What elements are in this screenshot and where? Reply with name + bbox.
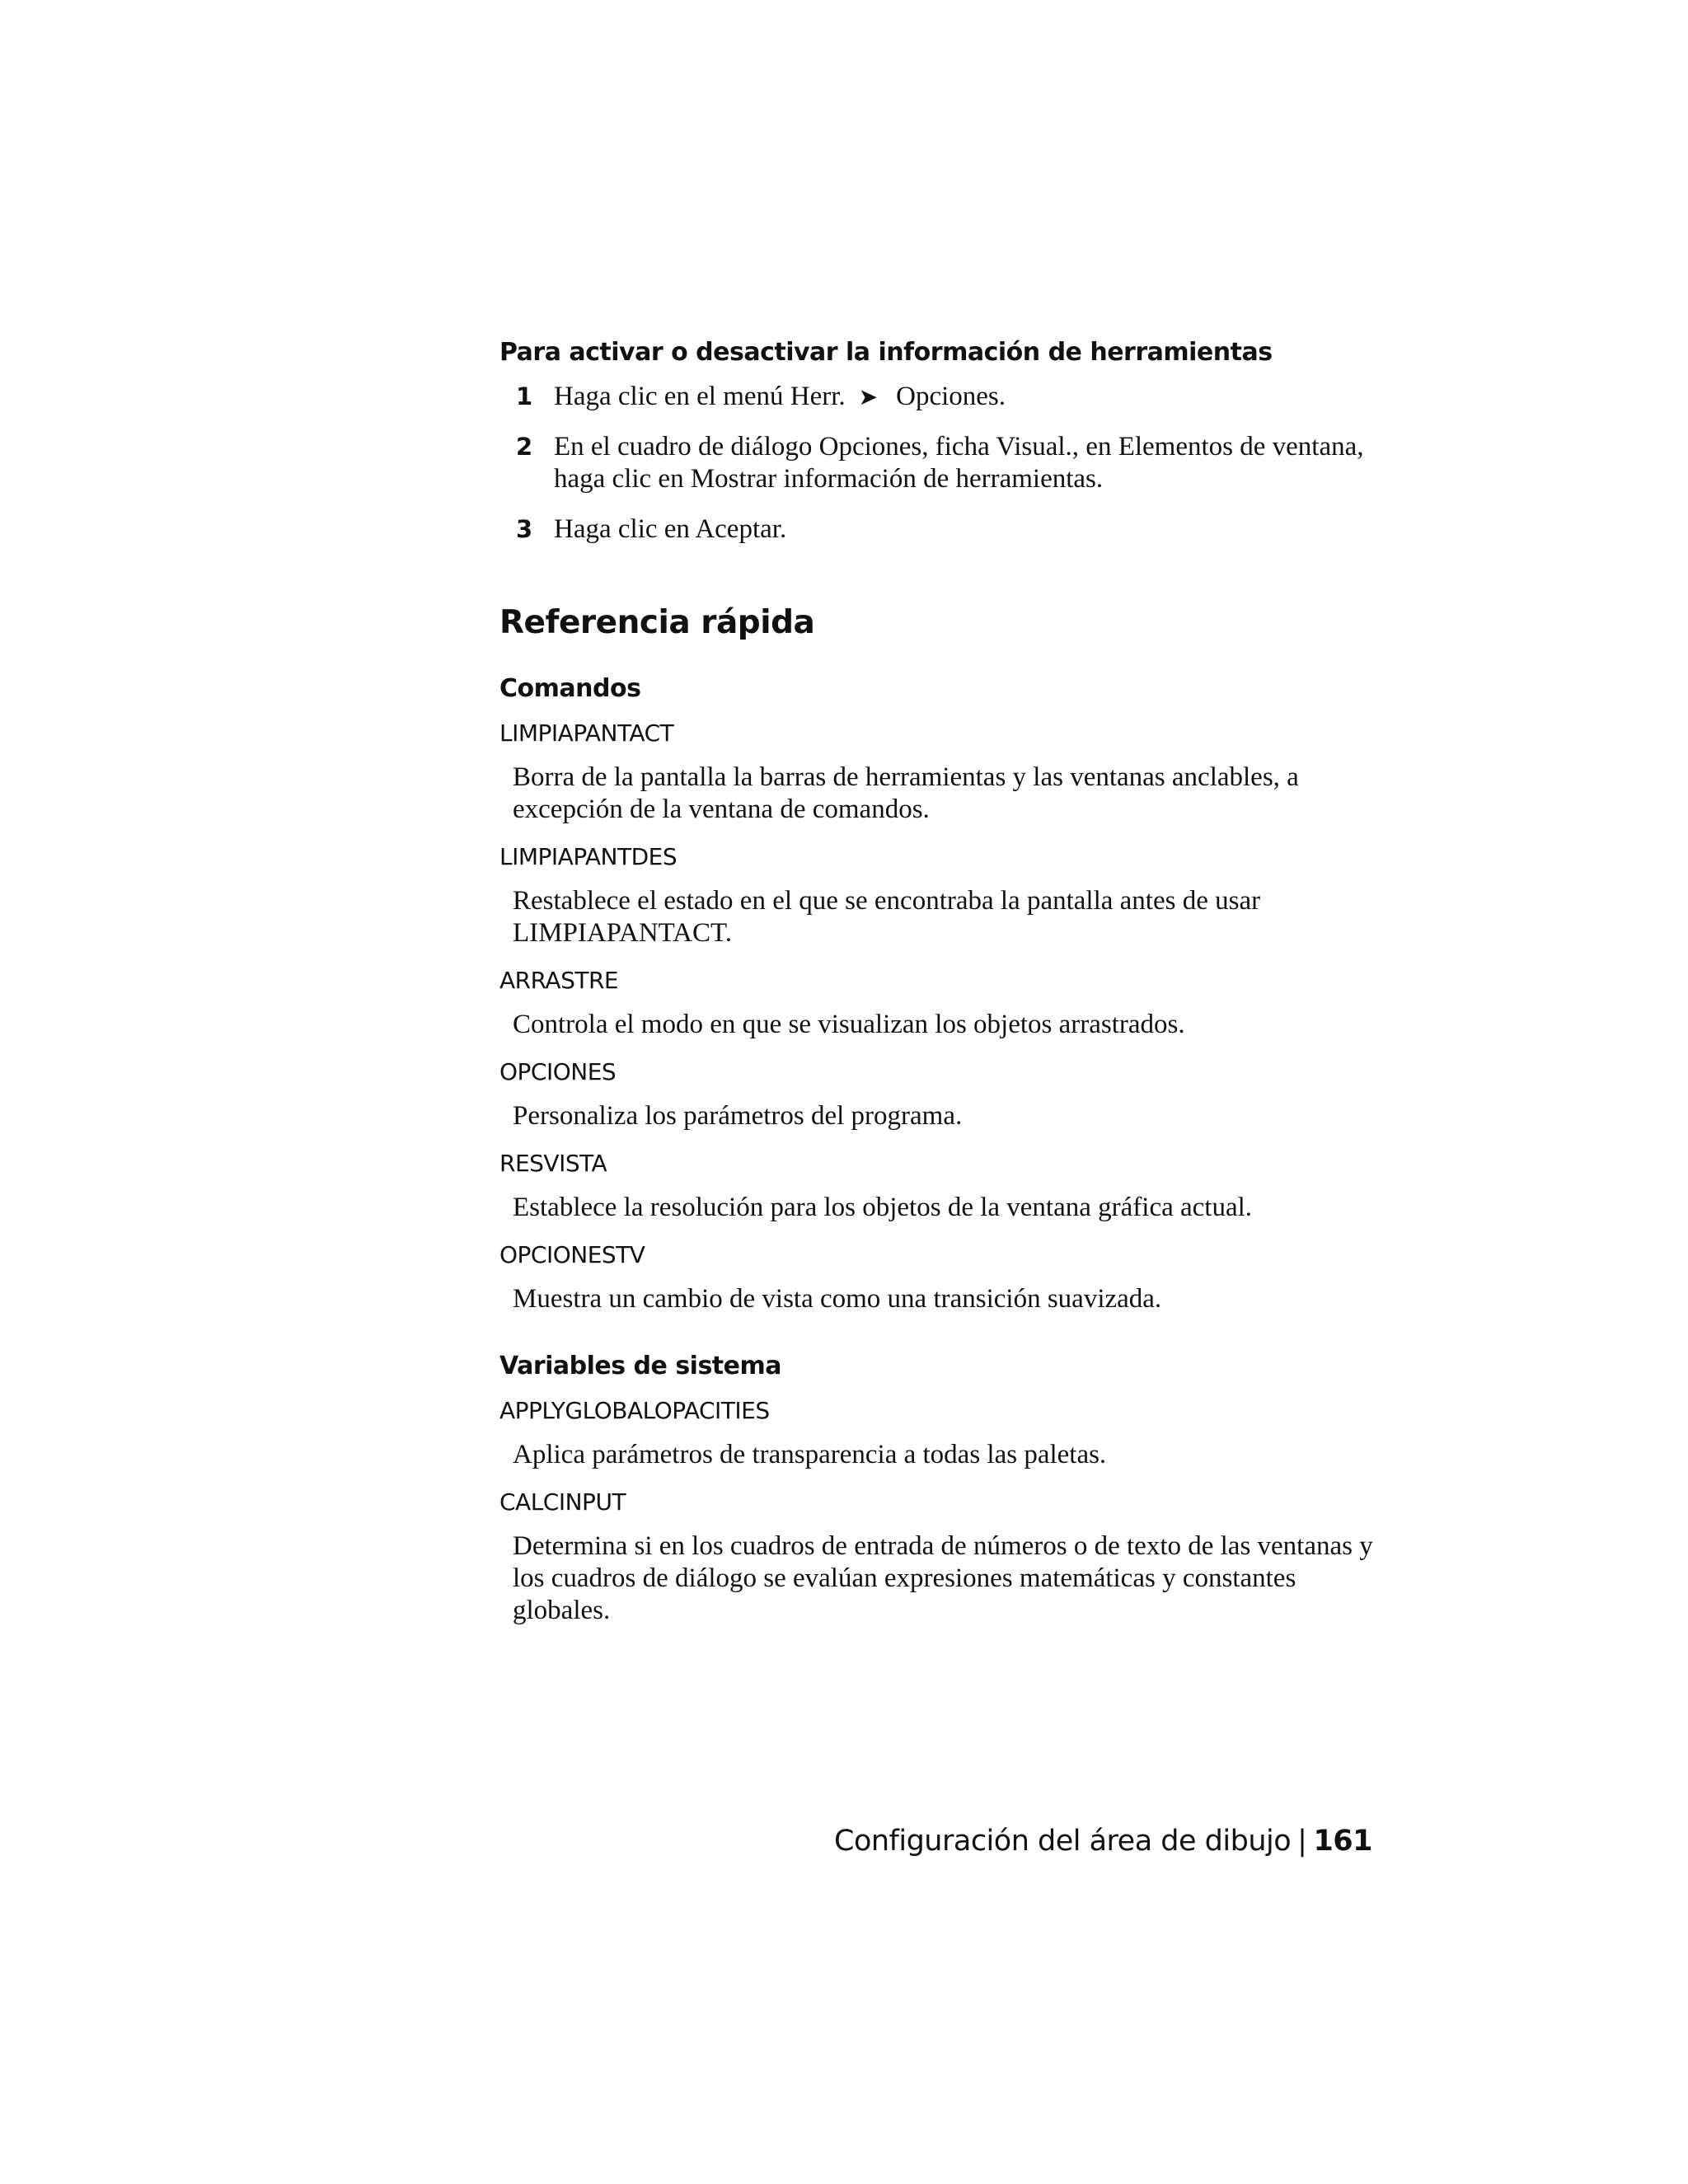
step-2 — [499, 431, 1373, 495]
command-description: Muestra un cambio de vista como una transición suavizada. — [513, 1284, 1162, 1314]
step-text — [554, 381, 1373, 413]
command-name: ARRASTRE — [499, 967, 619, 994]
step-text-before: Haga clic en el menú Herr. — [554, 382, 846, 411]
step-1 — [499, 381, 1373, 413]
command-name: LIMPIAPANTDES — [499, 843, 678, 870]
step-text: En el cuadro de diálogo Opciones, ficha Visual., en Elementos de ventana, haga clic en Mostrar información de herramientas. — [554, 432, 1364, 494]
system-variables-title: Variables de sistema — [499, 1352, 782, 1380]
variable-name: CALCINPUT — [499, 1488, 626, 1516]
step-text: Haga clic en Aceptar. — [554, 514, 787, 544]
arrow-right-icon: ➤ — [858, 383, 879, 410]
command-description: Personaliza los parámetros del programa. — [513, 1101, 963, 1131]
step-number: 2 — [516, 433, 533, 461]
section-title: Referencia rápida — [499, 604, 815, 641]
step-number: 1 — [516, 382, 533, 410]
command-description: Establece la resolución para los objetos de la ventana gráfica actual. — [513, 1193, 1253, 1222]
page-footer — [834, 1821, 1372, 1861]
command-description: Controla el modo en que se visualizan los objetos arrastrados. — [513, 1010, 1185, 1039]
system-variables-list — [499, 1394, 1373, 1627]
step-3 — [499, 513, 1373, 546]
command-name: OPCIONESTV — [499, 1241, 645, 1268]
step-number: 3 — [516, 515, 533, 543]
command-name: LIMPIAPANTACT — [499, 719, 674, 747]
variable-description: Determina si en los cuadros de entrada de números o de texto de las ventanas y los cuadros de diálogo se evalúan expresiones matemáticas y constantes globales. — [513, 1531, 1373, 1625]
chapter-title: Configuración del área de dibujo — [834, 1825, 1292, 1858]
procedure-steps — [499, 381, 1373, 546]
command-description: Restablece el estado en el que se encontraba la pantalla antes de usar LIMPIAPANTACT. — [513, 886, 1261, 948]
procedure-title: Para activar o desactivar la información de herramientas — [499, 338, 1273, 367]
step-text-after: Opciones. — [896, 382, 1006, 411]
commands-title: Comandos — [499, 674, 641, 703]
commands-list — [499, 717, 1373, 1315]
command-name: OPCIONES — [499, 1058, 617, 1085]
variable-description: Aplica parámetros de transparencia a todas las paletas. — [513, 1440, 1107, 1469]
page-number: 161 — [1313, 1825, 1372, 1858]
page-content — [499, 336, 1373, 1642]
footer-separator: | — [1297, 1825, 1307, 1858]
command-description: Borra de la pantalla la barras de herramientas y las ventanas anclables, a excepción de la ventana de comandos. — [513, 762, 1299, 824]
command-name: RESVISTA — [499, 1150, 607, 1177]
variable-name: APPLYGLOBALOPACITIES — [499, 1397, 770, 1424]
